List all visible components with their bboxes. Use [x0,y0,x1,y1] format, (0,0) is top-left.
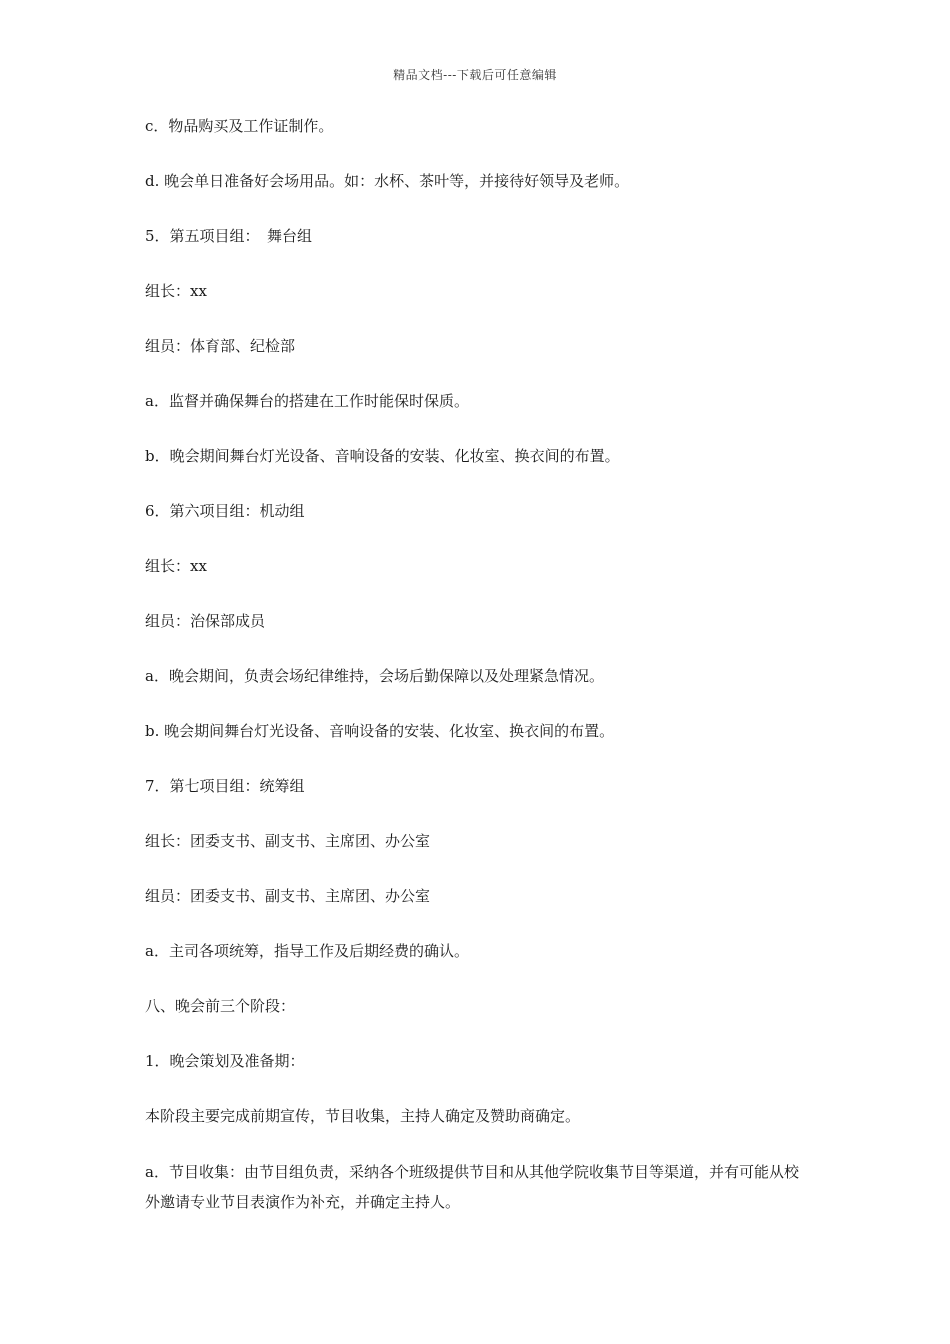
text-line: 组员：团委支书、副支书、主席团、办公室 [145,887,431,905]
text-line: 组员：体育部、纪检部 [145,337,296,355]
text-line: a．监督并确保舞台的搭建在工作时能保时保质。 [145,392,469,410]
section-heading: 7．第七项目组：统筹组 [145,777,305,795]
page-header: 精品文档---下载后可任意编辑 [393,68,557,82]
text-line: b. 晚会期间舞台灯光设备、音响设备的安装、化妆室、换衣间的布置。 [145,722,615,740]
text-line: d. 晚会单日准备好会场用品。如：水杯、茶叶等，并接待好领导及老师。 [145,172,630,190]
text-line: 组长：xx [145,557,207,575]
text-line: 组员：治保部成员 [145,612,266,630]
text-line: a．晚会期间，负责会场纪律维持，会场后勤保障以及处理紧急情况。 [145,667,604,685]
text-line: 组长：团委支书、副支书、主席团、办公室 [145,832,431,850]
section-heading: 5．第五项目组： 舞台组 [145,227,313,245]
section-heading: 6．第六项目组：机动组 [145,502,305,520]
text-line: 组长：xx [145,282,207,300]
section-heading: 1．晚会策划及准备期： [145,1052,305,1070]
text-line: c．物品购买及工作证制作。 [145,117,334,135]
text-line: 本阶段主要完成前期宣传，节目收集，主持人确定及赞助商确定。 [145,1107,581,1125]
text-paragraph: a．节目收集：由节目组负责，采纳各个班级提供节目和从其他学院收集节目等渠道，并有可能从校外邀请专业节目表演作为补充，并确定主持人。 [145,1163,799,1211]
document-body [145,112,810,1217]
text-line: a．主司各项统筹，指导工作及后期经费的确认。 [145,942,469,960]
text-line: b．晚会期间舞台灯光设备、音响设备的安装、化妆室、换衣间的布置。 [145,447,620,465]
section-heading: 八、晚会前三个阶段： [145,997,296,1015]
